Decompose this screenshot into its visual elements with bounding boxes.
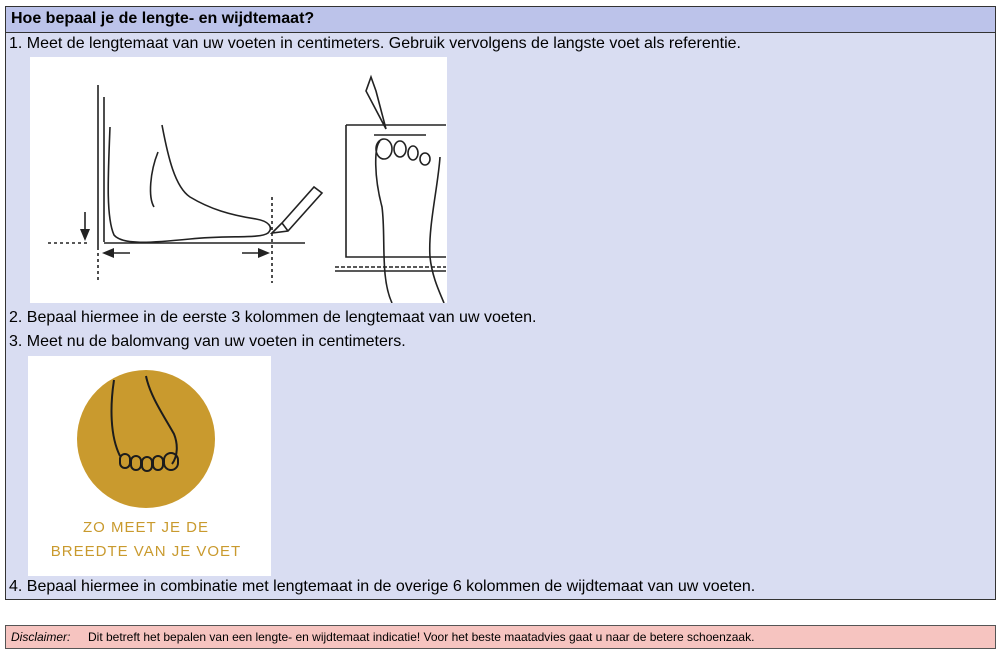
step-4: 4. Bepaal hiermee in combinatie met lengtemaat in de overige 6 kolommen de wijdtemaat van uw voeten. [9, 578, 756, 595]
foot-length-illustration [30, 57, 447, 303]
badge-line-2: BREEDTE VAN JE VOET [50, 543, 242, 560]
step-3: 3. Meet nu de balomvang van uw voeten in centimeters. [9, 333, 406, 350]
instruction-panel [5, 6, 996, 600]
page-title: Hoe bepaal je de lengte- en wijdtemaat? [11, 10, 315, 27]
disclaimer-text: Dit betreft het bepalen van een lengte- en wijdtemaat indicatie! Voor het beste maatadvies gaat u naar de betere schoenzaak. [88, 630, 755, 644]
disclaimer-label: Disclaimer: [11, 630, 71, 644]
badge-line-1: ZO MEET JE DE [82, 519, 210, 536]
disclaimer-bar [5, 625, 996, 649]
badge-circle [77, 370, 215, 508]
step-2: 2. Bepaal hiermee in de eerste 3 kolommen de lengtemaat van uw voeten. [9, 309, 537, 326]
foot-width-badge [28, 356, 271, 576]
panel-header [6, 7, 995, 33]
step-1: 1. Meet de lengtemaat van uw voeten in centimeters. Gebruik vervolgens de langste voet als referentie. [9, 35, 741, 52]
